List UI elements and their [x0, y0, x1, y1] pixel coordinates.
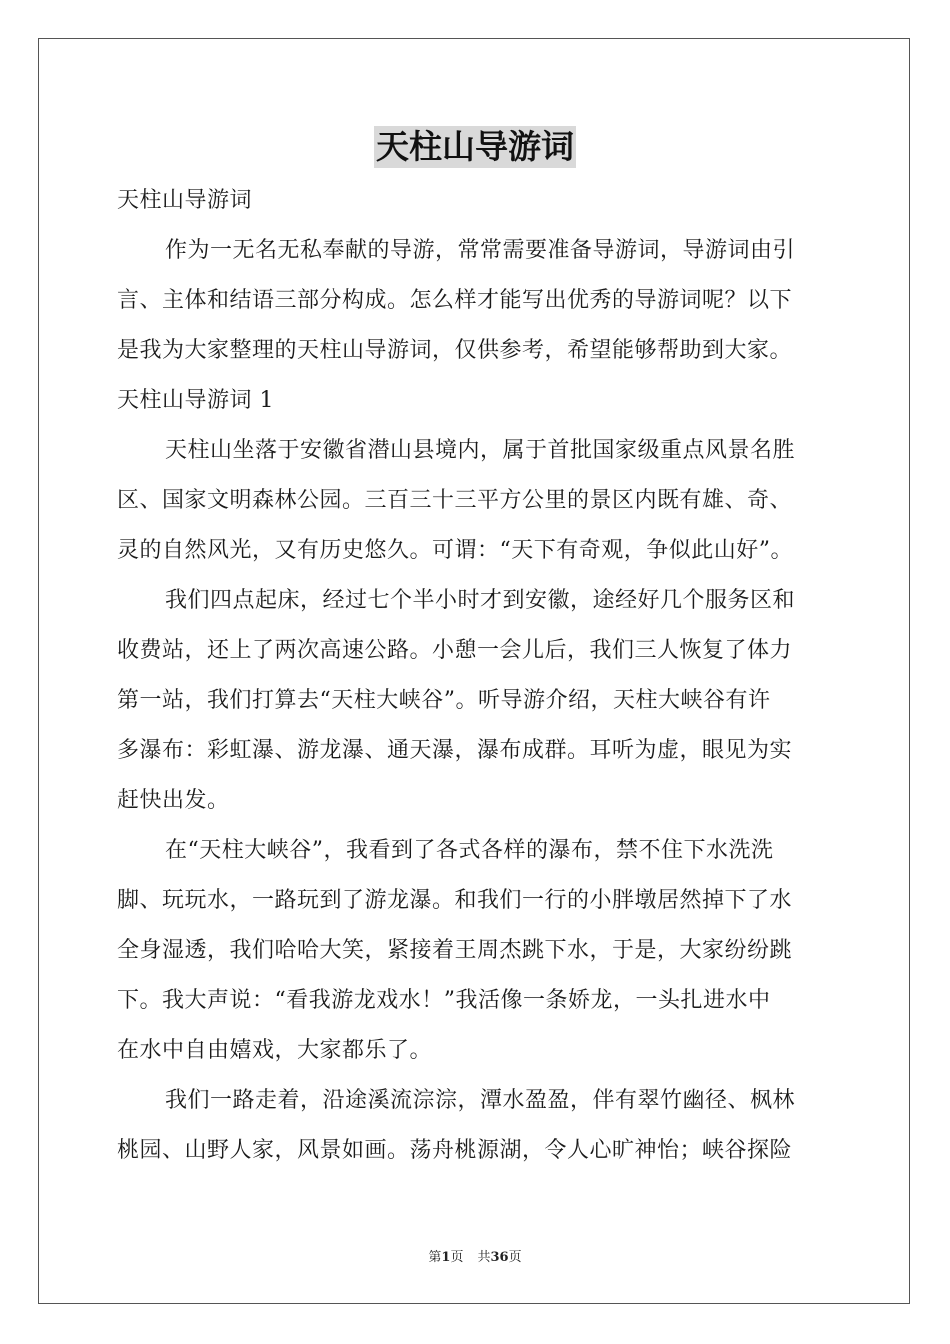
text-line: 收费站，还上了两次高速公路。小憩一会儿后，我们三人恢复了体力 [117, 638, 793, 663]
text-line: 第一站，我们打算去“天柱大峡谷”。听导游介绍，天柱大峡谷有许 [117, 688, 771, 713]
text-line: 言、主体和结语三部分构成。怎么样才能写出优秀的导游词呢？以下 [117, 288, 793, 313]
text-line: 在“天柱大峡谷”，我看到了各式各样的瀑布，禁不住下水洗洗 [165, 838, 774, 863]
text-line: 天柱山导游词 1 [117, 388, 274, 413]
document-body [117, 176, 837, 1176]
text-line: 在水中自由嬉戏，大家都乐了。 [117, 1038, 433, 1063]
text-line: 区、国家文明森林公园。三百三十三平方公里的景区内既有雄、奇、 [117, 488, 793, 513]
page-prefix: 第 [428, 1250, 442, 1265]
text-line: 多瀑布：彩虹瀑、游龙瀑、通天瀑，瀑布成群。耳听为虚，眼见为实 [117, 738, 793, 763]
page-footer [0, 1246, 950, 1265]
text-line: 桃园、山野人家，风景如画。荡舟桃源湖，令人心旷神怡；峡谷探险 [117, 1138, 793, 1163]
text-line: 我们四点起床，经过七个半小时才到安徽，途经好几个服务区和 [165, 588, 796, 613]
total-suffix: 页 [508, 1250, 522, 1265]
text-line: 是我为大家整理的天柱山导游词，仅供参考，希望能够帮助到大家。 [117, 338, 793, 363]
total-pages-number: 36 [490, 1250, 509, 1265]
text-line: 作为一无名无私奉献的导游，常常需要准备导游词，导游词由引 [165, 238, 796, 263]
title-container [0, 126, 950, 168]
text-line: 赶快出发。 [117, 788, 230, 813]
text-line: 全身湿透，我们哈哈大笑，紧接着王周杰跳下水，于是，大家纷纷跳 [117, 938, 793, 963]
text-line: 我们一路走着，沿途溪流淙淙，潭水盈盈，伴有翠竹幽径、枫林 [165, 1088, 796, 1113]
current-page-number: 1 [441, 1250, 451, 1265]
total-prefix: 共 [477, 1250, 491, 1265]
text-line: 天柱山导游词 [117, 188, 253, 213]
page-suffix: 页 [450, 1250, 464, 1265]
text-line: 天柱山坐落于安徽省潜山县境内，属于首批国家级重点风景名胜 [165, 438, 796, 463]
text-line: 脚、玩玩水，一路玩到了游龙瀑。和我们一行的小胖墩居然掉下了水 [117, 888, 793, 913]
document-title: 天柱山导游词 [376, 127, 574, 166]
text-line: 灵的自然风光，又有历史悠久。可谓：“天下有奇观，争似此山好”。 [117, 538, 793, 563]
text-line: 下。我大声说：“看我游龙戏水！”我活像一条娇龙，一头扎进水中 [117, 988, 771, 1013]
